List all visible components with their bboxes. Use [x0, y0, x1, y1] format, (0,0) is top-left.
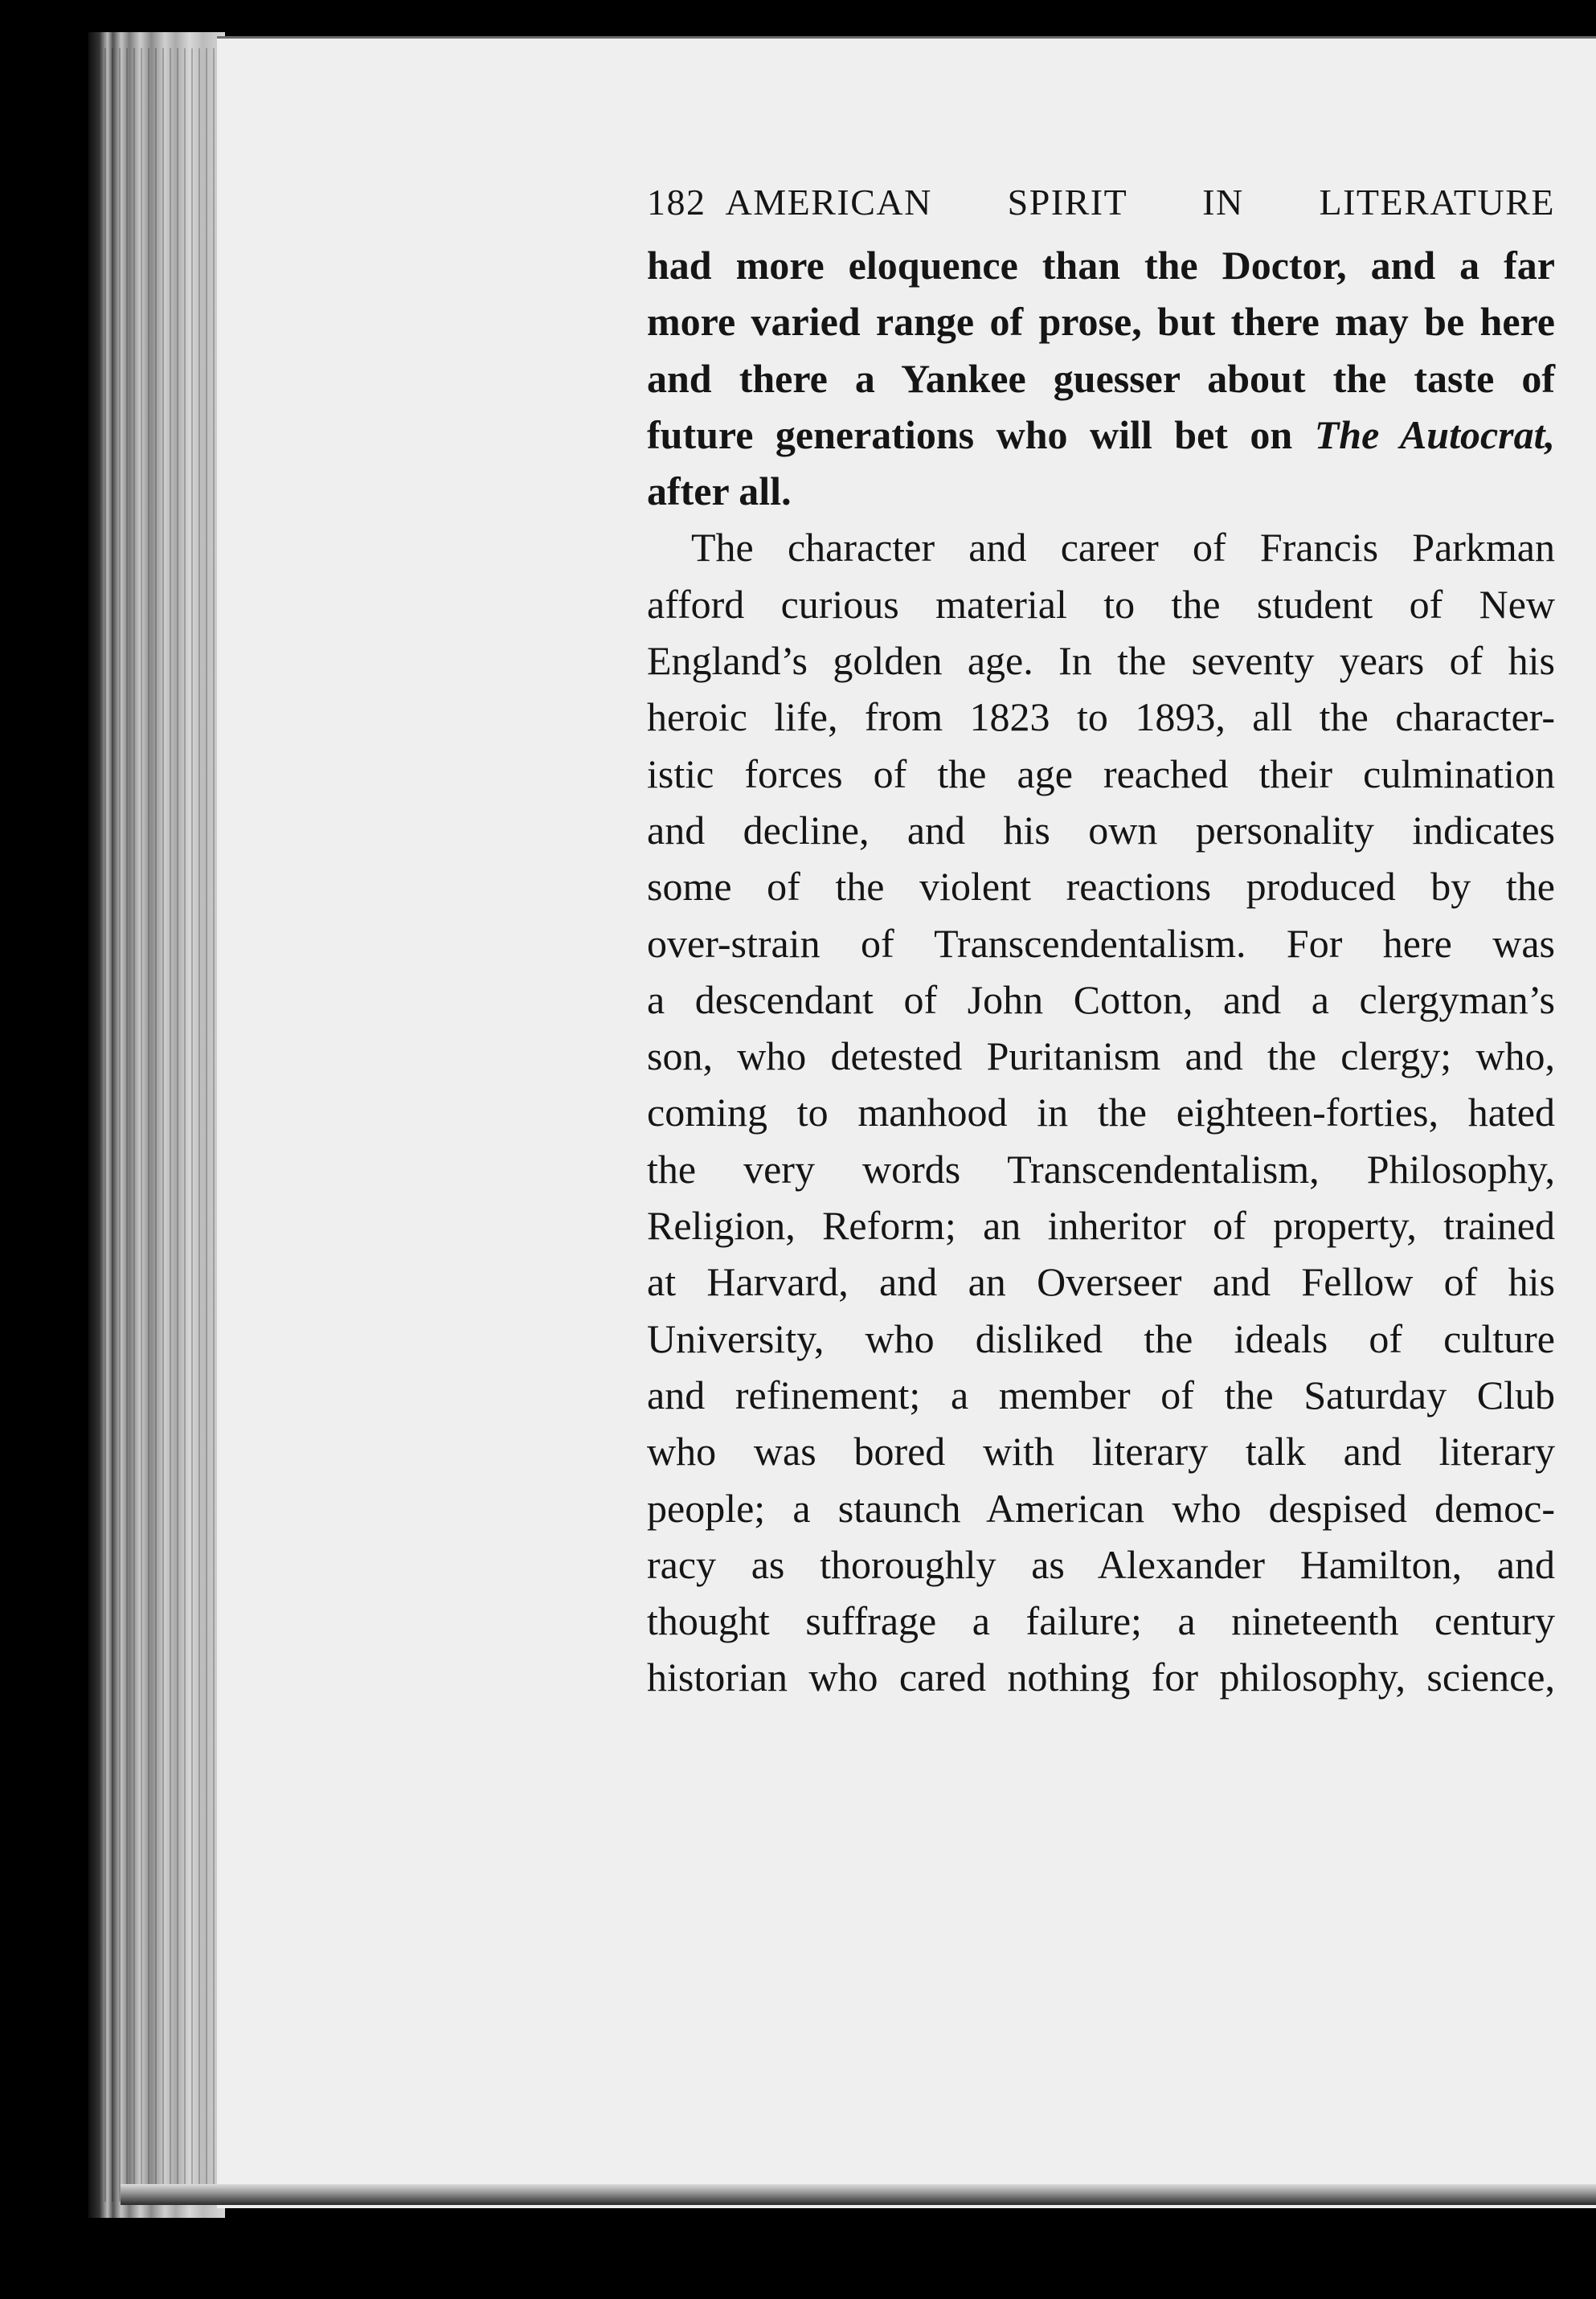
text-line: a descendant of John Cotton, and a clergyman’s — [647, 976, 1555, 1022]
text-line: racy as thoroughly as Alexander Hamilton, and — [647, 1541, 1555, 1587]
text-line: and decline, and his own personality indicates — [647, 807, 1555, 853]
text-block — [647, 181, 1555, 1706]
text-line: Religion, Reform; an inheritor of property, trained — [647, 1203, 1555, 1249]
text-line: thought suffrage a failure; a nineteenth century — [647, 1598, 1555, 1644]
text-line: more varied range of prose, but there may be here — [647, 299, 1555, 345]
text-line: England’s golden age. In the seventy years of his — [647, 638, 1555, 684]
text-line: heroic life, from 1823 to 1893, all the character- — [647, 694, 1555, 740]
text-line: after all. — [647, 468, 792, 514]
running-head-title: AMERICAN SPIRIT IN LITERATURE — [725, 182, 1555, 223]
book-title-italic: The Autocrat, — [1314, 411, 1556, 457]
text-line: afford curious material to the student of New — [647, 581, 1555, 627]
text-line: coming to manhood in the eighteen-forties, hated — [647, 1090, 1555, 1135]
paragraph-2 — [647, 519, 1555, 1705]
page-bottom-edge — [121, 2184, 1596, 2205]
text-line: son, who detested Puritanism and the clergy; who, — [647, 1033, 1555, 1079]
text-line: people; a staunch American who despised democ- — [647, 1485, 1555, 1531]
text-line: and refinement; a member of the Saturday Club — [647, 1372, 1555, 1417]
running-head — [647, 181, 1555, 237]
text-line: at Harvard, and an Overseer and Fellow of his — [647, 1259, 1555, 1305]
page-number: 182 — [647, 182, 706, 223]
paragraph-1 — [647, 237, 1555, 519]
text-line: University, who disliked the ideals of culture — [647, 1315, 1555, 1361]
text-line: historian who cared nothing for philosophy, science, — [647, 1655, 1555, 1700]
text-line: The character and career of Francis Parkman — [691, 525, 1555, 571]
text-line-part: future generations who will bet on — [647, 411, 1293, 457]
text-line: and there a Yankee guesser about the taste of — [647, 355, 1555, 401]
text-line: had more eloquence than the Doctor, and a far — [647, 243, 1555, 288]
page-stack-lines — [104, 48, 217, 2202]
text-line: istic forces of the age reached their culmination — [647, 751, 1555, 796]
text-line-with-title — [647, 407, 1555, 463]
text-line: over-strain of Transcendentalism. For here was — [647, 920, 1555, 966]
text-line: who was bored with literary talk and literary — [647, 1429, 1555, 1475]
text-line: the very words Transcendentalism, Philosophy, — [647, 1146, 1555, 1192]
text-line: some of the violent reactions produced by the — [647, 864, 1555, 910]
